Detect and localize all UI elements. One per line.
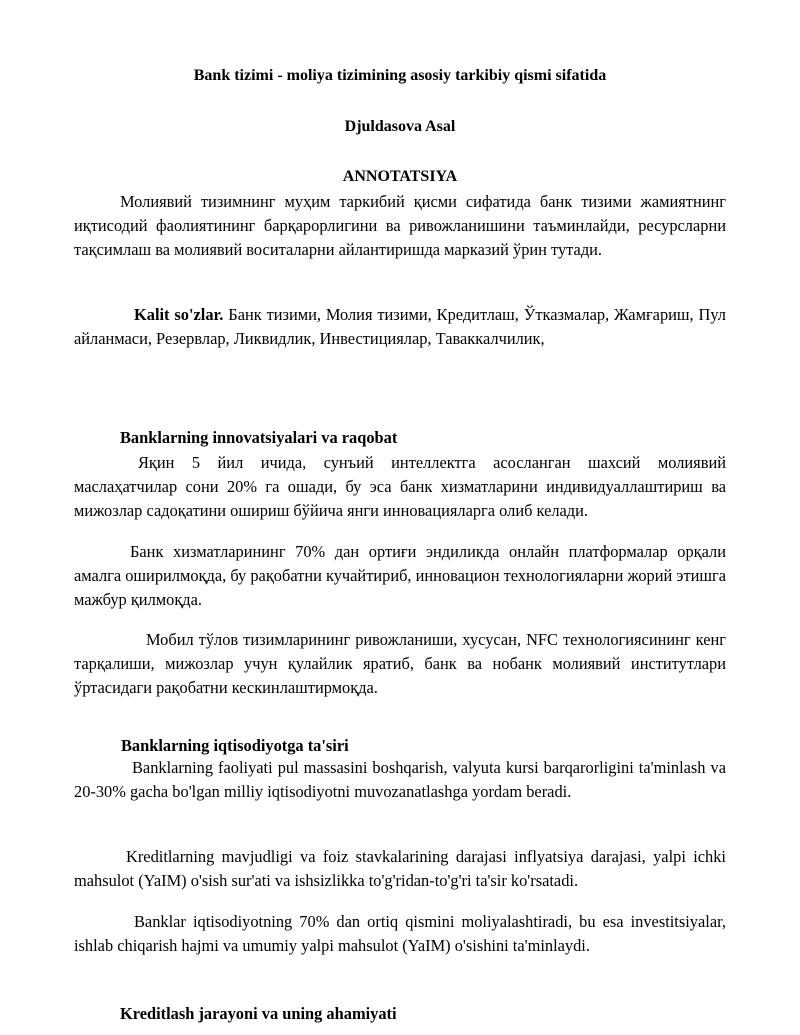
section-heading: Kreditlash jarayoni va uning ahamiyati <box>120 1004 397 1023</box>
keywords-paragraph <box>74 303 726 351</box>
section-paragraph: Яқин 5 йил ичида, сунъий интеллектга асосланган шахсий молиявий маслаҳатчилар сони 20% га ошади, бу эса банк хизматларини индивидуаллаштириш ва мижозлар садоқатини ошириш бўйича янги инновацияларга олиб келади. <box>74 453 726 520</box>
annotation-heading: ANNOTATSIYA <box>342 168 458 185</box>
author-name: Djuldasova Asal <box>344 118 456 135</box>
section-paragraph: Banklar iqtisodiyotning 70% dan ortiq qismini moliyalashtiradi, bu esa investitsiyalar, ishlab chiqarish hajmi va umumiy yalpi mahsulot (YaIM) o'sishini ta'minlaydi. <box>74 912 726 955</box>
section-heading: Banklarning iqtisodiyotga ta'siri <box>121 736 349 755</box>
section-paragraph: Банк хизматларининг 70% дан ортиғи эндиликда онлайн платформалар орқали амалга оширилмоқда, бу рақобатни кучайтириб, инновацион технологияларни жорий этишга мажбур қилмоқда. <box>74 542 726 609</box>
annotation-text: Молиявий тизимнинг муҳим таркибий қисми сифатида банк тизими жамиятнинг иқтисодий фаолиятининг барқарорлигини ва ривожланишини таъминлайди, ресурсларни тақсимлаш ва молиявий воситаларни айлантиришда марказий ўрин тутади. <box>74 192 726 259</box>
keywords-text: Банк тизими, Молия тизими, Кредитлаш, Ўтказмалар, Жамғариш, Пул айланмаси, Резервлар, Ликвидлик, Инвестициялар, Таваккалчилик, <box>74 305 726 348</box>
section-paragraph: Мобил тўлов тизимларининг ривожланиши, хусусан, NFC технологиясининг кенг тарқалиши, мижозлар учун қулайлик яратиб, банк ва нобанк молиявий институтлари ўртасидаги рақобатни кескинлаштирмоқда. <box>74 630 726 697</box>
keywords-label: Kalit so'zlar. <box>134 305 224 324</box>
section-heading: Banklarning innovatsiyalari va raqobat <box>120 428 398 447</box>
section-paragraph: Kreditlarning mavjudligi va foiz stavkalarining darajasi inflyatsiya darajasi, yalpi ichki mahsulot (YaIM) o'sish sur'ati va ishsizlikka to'g'ridan-to'g'ri ta'sir ko'rsatadi. <box>74 847 726 890</box>
section-paragraph: Banklarning faoliyati pul massasini boshqarish, valyuta kursi barqarorligini ta'minlash va 20-30% gacha bo'lgan milliy iqtisodiyotni muvozanatlashga yordam beradi. <box>74 758 726 801</box>
annotation-paragraph <box>74 190 726 262</box>
document-title: Bank tizimi - moliya tizimining asosiy tarkibiy qismi sifatida <box>193 67 607 84</box>
